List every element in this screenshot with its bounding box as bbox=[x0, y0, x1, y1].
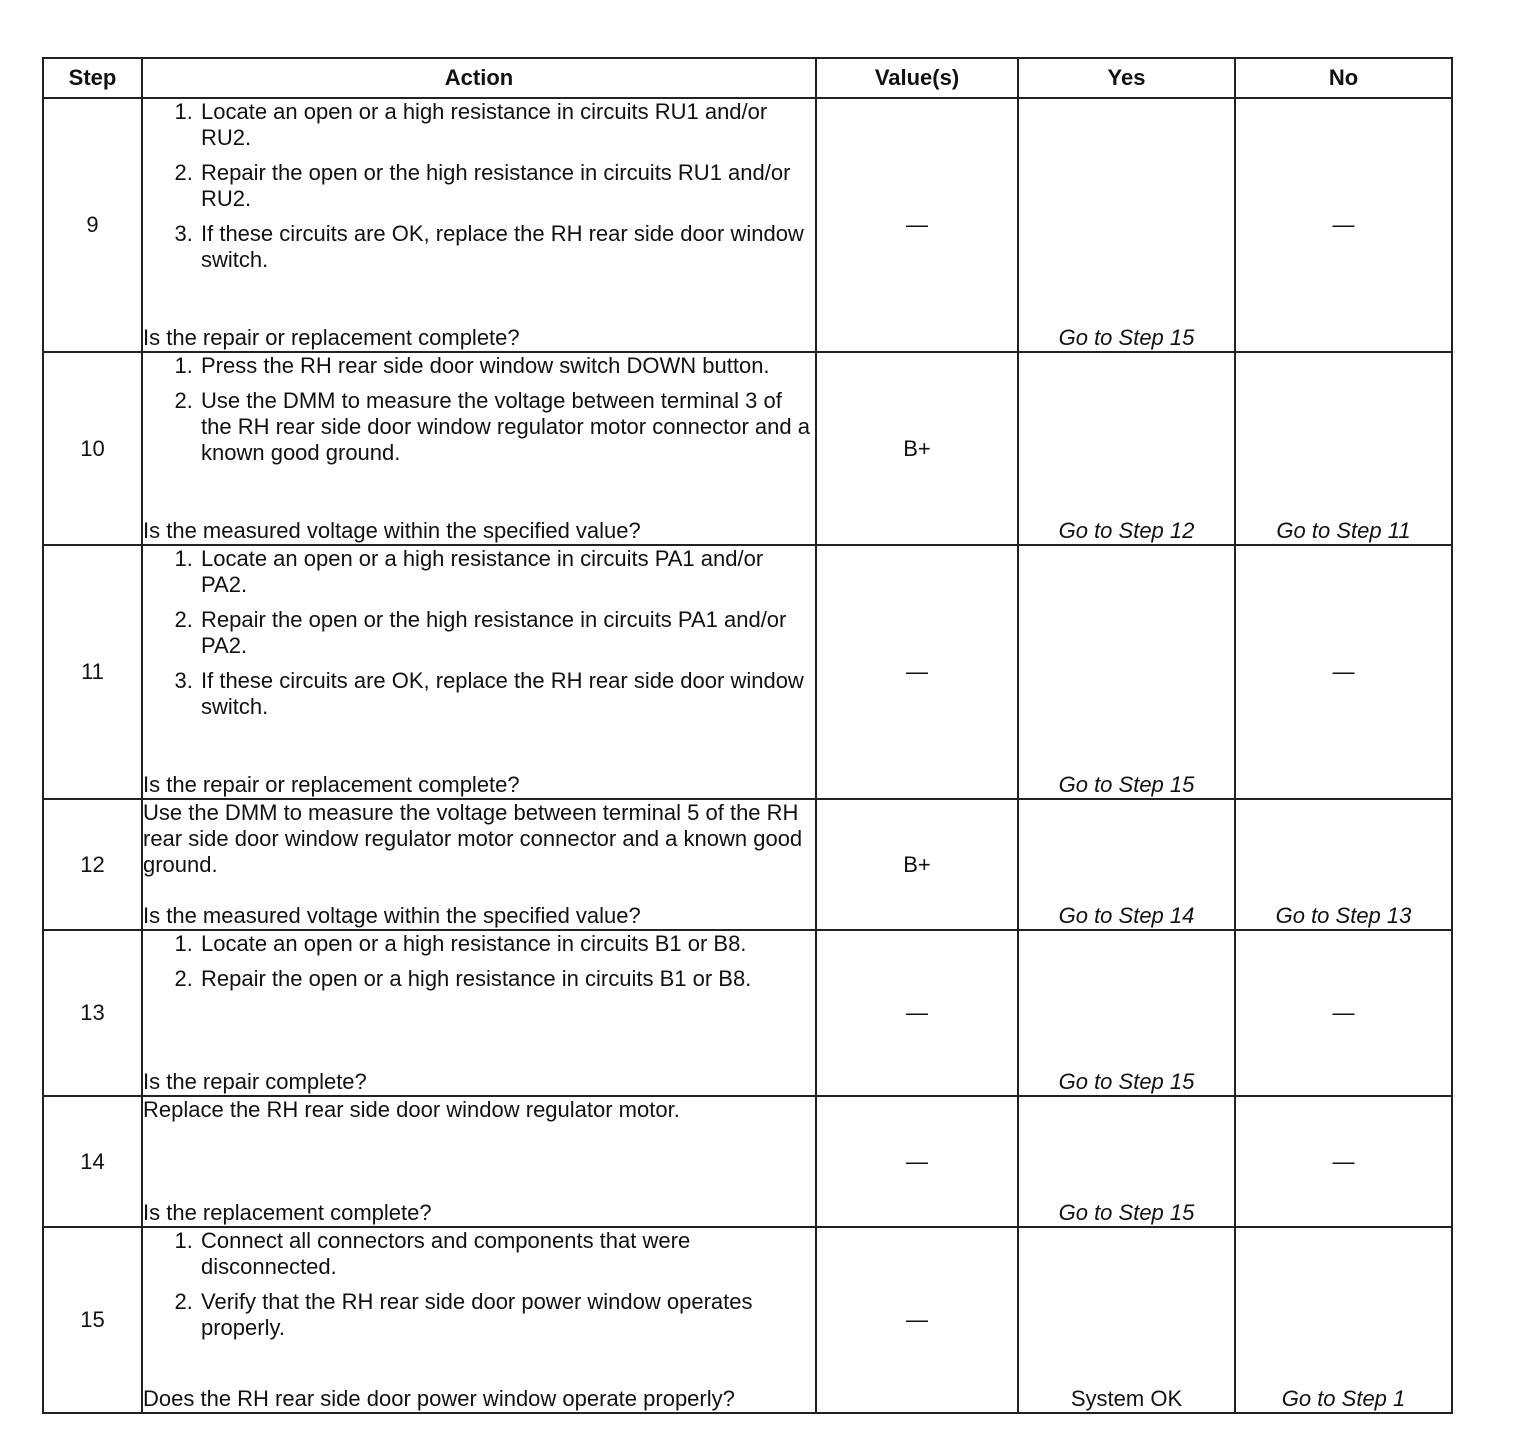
action-list bbox=[143, 931, 815, 992]
action-content bbox=[143, 800, 815, 929]
step-number: 15 bbox=[43, 1227, 142, 1413]
no-cell: — bbox=[1235, 545, 1452, 799]
action-list bbox=[143, 546, 815, 720]
value-cell: — bbox=[816, 1227, 1018, 1413]
step-number: 14 bbox=[43, 1096, 142, 1227]
yes-cell: Go to Step 15 bbox=[1018, 1096, 1235, 1227]
action-cell bbox=[142, 98, 816, 352]
action-question: Does the RH rear side door power window operate properly? bbox=[143, 1386, 735, 1411]
action-instructions bbox=[143, 353, 815, 475]
step-number: 11 bbox=[43, 545, 142, 799]
action-list bbox=[143, 99, 815, 273]
action-list-item: 1. Locate an open or a high resistance in circuits RU1 and/or RU2. bbox=[199, 99, 815, 151]
action-instructions bbox=[143, 1228, 815, 1350]
action-instructions bbox=[143, 800, 815, 878]
value-cell: B+ bbox=[816, 799, 1018, 930]
yes-cell: System OK bbox=[1018, 1227, 1235, 1413]
action-list-item: 2. Verify that the RH rear side door power window operates properly. bbox=[199, 1289, 815, 1341]
step-number: 10 bbox=[43, 352, 142, 545]
action-list-item: 2. Repair the open or a high resistance in circuits B1 or B8. bbox=[199, 966, 815, 992]
action-question: Is the replacement complete? bbox=[143, 1200, 432, 1225]
action-content bbox=[143, 99, 815, 351]
action-list-item: 2. Repair the open or the high resistance in circuits PA1 and/or PA2. bbox=[199, 607, 815, 659]
no-cell: Go to Step 1 bbox=[1235, 1227, 1452, 1413]
no-cell: — bbox=[1235, 1096, 1452, 1227]
header-values: Value(s) bbox=[816, 58, 1018, 98]
action-content bbox=[143, 931, 815, 1095]
action-list-item: 2. Use the DMM to measure the voltage between terminal 3 of the RH rear side door window regulator motor connector and a known good ground. bbox=[199, 388, 815, 466]
step-number: 12 bbox=[43, 799, 142, 930]
action-text: Use the DMM to measure the voltage between terminal 5 of the RH rear side door window regulator motor connector and a known good ground. bbox=[143, 800, 803, 877]
action-list-item: 2. Repair the open or the high resistance in circuits RU1 and/or RU2. bbox=[199, 160, 815, 212]
no-cell: Go to Step 13 bbox=[1235, 799, 1452, 930]
value-cell: — bbox=[816, 1096, 1018, 1227]
yes-cell: Go to Step 15 bbox=[1018, 930, 1235, 1096]
action-list-item: 1. Locate an open or a high resistance in circuits B1 or B8. bbox=[199, 931, 815, 957]
step-number: 13 bbox=[43, 930, 142, 1096]
action-text: Replace the RH rear side door window regulator motor. bbox=[143, 1097, 680, 1122]
action-list bbox=[143, 353, 815, 466]
yes-cell: Go to Step 14 bbox=[1018, 799, 1235, 930]
action-cell bbox=[142, 352, 816, 545]
action-list bbox=[143, 1228, 815, 1341]
value-cell: — bbox=[816, 98, 1018, 352]
action-cell bbox=[142, 1227, 816, 1413]
value-cell: — bbox=[816, 545, 1018, 799]
action-list-item: 3. If these circuits are OK, replace the RH rear side door window switch. bbox=[199, 221, 815, 273]
action-content bbox=[143, 546, 815, 798]
header-action: Action bbox=[142, 58, 816, 98]
table-row bbox=[43, 799, 1452, 930]
action-list-item: 1. Press the RH rear side door window switch DOWN button. bbox=[199, 353, 815, 379]
no-cell: — bbox=[1235, 930, 1452, 1096]
table-row bbox=[43, 1227, 1452, 1413]
value-cell: — bbox=[816, 930, 1018, 1096]
table-row bbox=[43, 930, 1452, 1096]
action-content bbox=[143, 1228, 815, 1412]
table-row bbox=[43, 98, 1452, 352]
diagnostic-table bbox=[42, 57, 1453, 1414]
action-question: Is the repair complete? bbox=[143, 1069, 367, 1094]
action-content bbox=[143, 353, 815, 544]
action-content bbox=[143, 1097, 815, 1226]
action-cell bbox=[142, 930, 816, 1096]
action-question: Is the repair or replacement complete? bbox=[143, 325, 520, 350]
action-cell bbox=[142, 545, 816, 799]
header-yes: Yes bbox=[1018, 58, 1235, 98]
no-cell: Go to Step 11 bbox=[1235, 352, 1452, 545]
table-row bbox=[43, 352, 1452, 545]
action-instructions bbox=[143, 1097, 815, 1123]
step-number: 9 bbox=[43, 98, 142, 352]
table-row bbox=[43, 1096, 1452, 1227]
action-cell bbox=[142, 1096, 816, 1227]
action-list-item: 1. Connect all connectors and components that were disconnected. bbox=[199, 1228, 815, 1280]
action-question: Is the measured voltage within the specified value? bbox=[143, 518, 641, 543]
header-step: Step bbox=[43, 58, 142, 98]
yes-cell: Go to Step 15 bbox=[1018, 545, 1235, 799]
action-instructions bbox=[143, 546, 815, 729]
yes-cell: Go to Step 12 bbox=[1018, 352, 1235, 545]
action-question: Is the measured voltage within the specified value? bbox=[143, 903, 641, 928]
yes-cell: Go to Step 15 bbox=[1018, 98, 1235, 352]
action-question: Is the repair or replacement complete? bbox=[143, 772, 520, 797]
no-cell: — bbox=[1235, 98, 1452, 352]
table-row bbox=[43, 545, 1452, 799]
action-list-item: 1. Locate an open or a high resistance in circuits PA1 and/or PA2. bbox=[199, 546, 815, 598]
header-row bbox=[43, 58, 1452, 98]
action-instructions bbox=[143, 99, 815, 282]
action-list-item: 3. If these circuits are OK, replace the RH rear side door window switch. bbox=[199, 668, 815, 720]
value-cell: B+ bbox=[816, 352, 1018, 545]
action-instructions bbox=[143, 931, 815, 1001]
header-no: No bbox=[1235, 58, 1452, 98]
action-cell bbox=[142, 799, 816, 930]
